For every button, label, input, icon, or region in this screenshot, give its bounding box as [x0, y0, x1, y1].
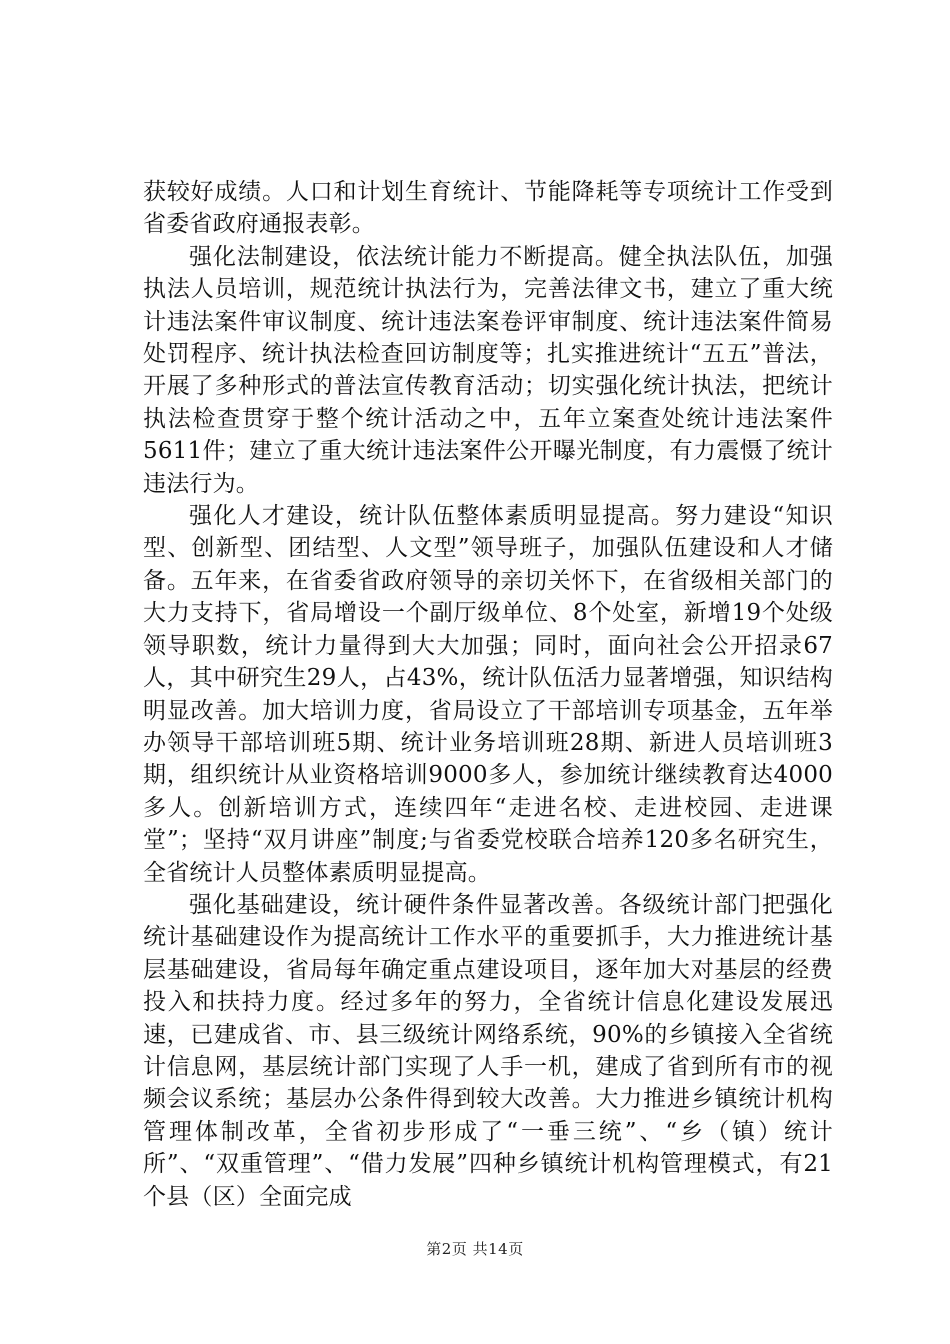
- page-footer: 第2页 共14页: [426, 1240, 524, 1258]
- paragraph-1: 获较好成绩。人口和计划生育统计、节能降耗等专项统计工作受到省委省政府通报表彰。: [143, 179, 833, 238]
- paragraph-4: 强化基础建设，统计硬件条件显著改善。各级统计部门把强化统计基础建设作为提高统计工作水平的重要抓手，大力推进统计基层基础建设，省局每年确定重点建设项目，逐年加大对基层的经费投入和扶持力度。经过多年的努力，全省统计信息化建设发展迅速，已建成省、市、县三级统计网络系统，90%的乡镇接入全省统计信息网，基层统计部门实现了人手一机，建成了省到所有市的视频会议系统；基层办公条件得到较大改善。大力推进乡镇统计机构管理体制改革，全省初步形成了“一垂三统”、“乡（镇）统计所”、“双重管理”、“借力发展”四种乡镇统计机构管理模式，有21个县（区）全面完成: [143, 891, 833, 1210]
- paragraph-2: 强化法制建设，依法统计能力不断提高。健全执法队伍，加强执法人员培训，规范统计执法行为，完善法律文书，建立了重大统计违法案件审议制度、统计违法案卷评审制度、统计违法案件简易处罚程序、统计执法检查回访制度等；扎实推进统计“五五”普法，开展了多种形式的普法宣传教育活动；切实强化统计执法，把统计执法检查贯穿于整个统计活动之中，五年立案查处统计违法案件5611件；建立了重大统计违法案件公开曝光制度，有力震慑了统计违法行为。: [143, 243, 833, 497]
- paragraph-3: 强化人才建设，统计队伍整体素质明显提高。努力建设“知识型、创新型、团结型、人文型”领导班子，加强队伍建设和人才储备。五年来，在省委省政府领导的亲切关怀下，在省级相关部门的大力支持下，省局增设一个副厅级单位、8个处室，新增19个处级领导职数，统计力量得到大大加强；同时，面向社会公开招录67人，其中研究生29人，占43%，统计队伍活力显著增强，知识结构明显改善。加大培训力度，省局设立了干部培训专项基金，五年举办领导干部培训班5期、统计业务培训班28期、新进人员培训班3期，组织统计从业资格培训9000多人，参加统计继续教育达4000多人。创新培训方式，连续四年“走进名校、走进校园、走进课堂”；坚持“双月讲座”制度;与省委党校联合培养120多名研究生，全省统计人员整体素质明显提高。: [143, 503, 833, 886]
- document-body: [143, 176, 833, 1213]
